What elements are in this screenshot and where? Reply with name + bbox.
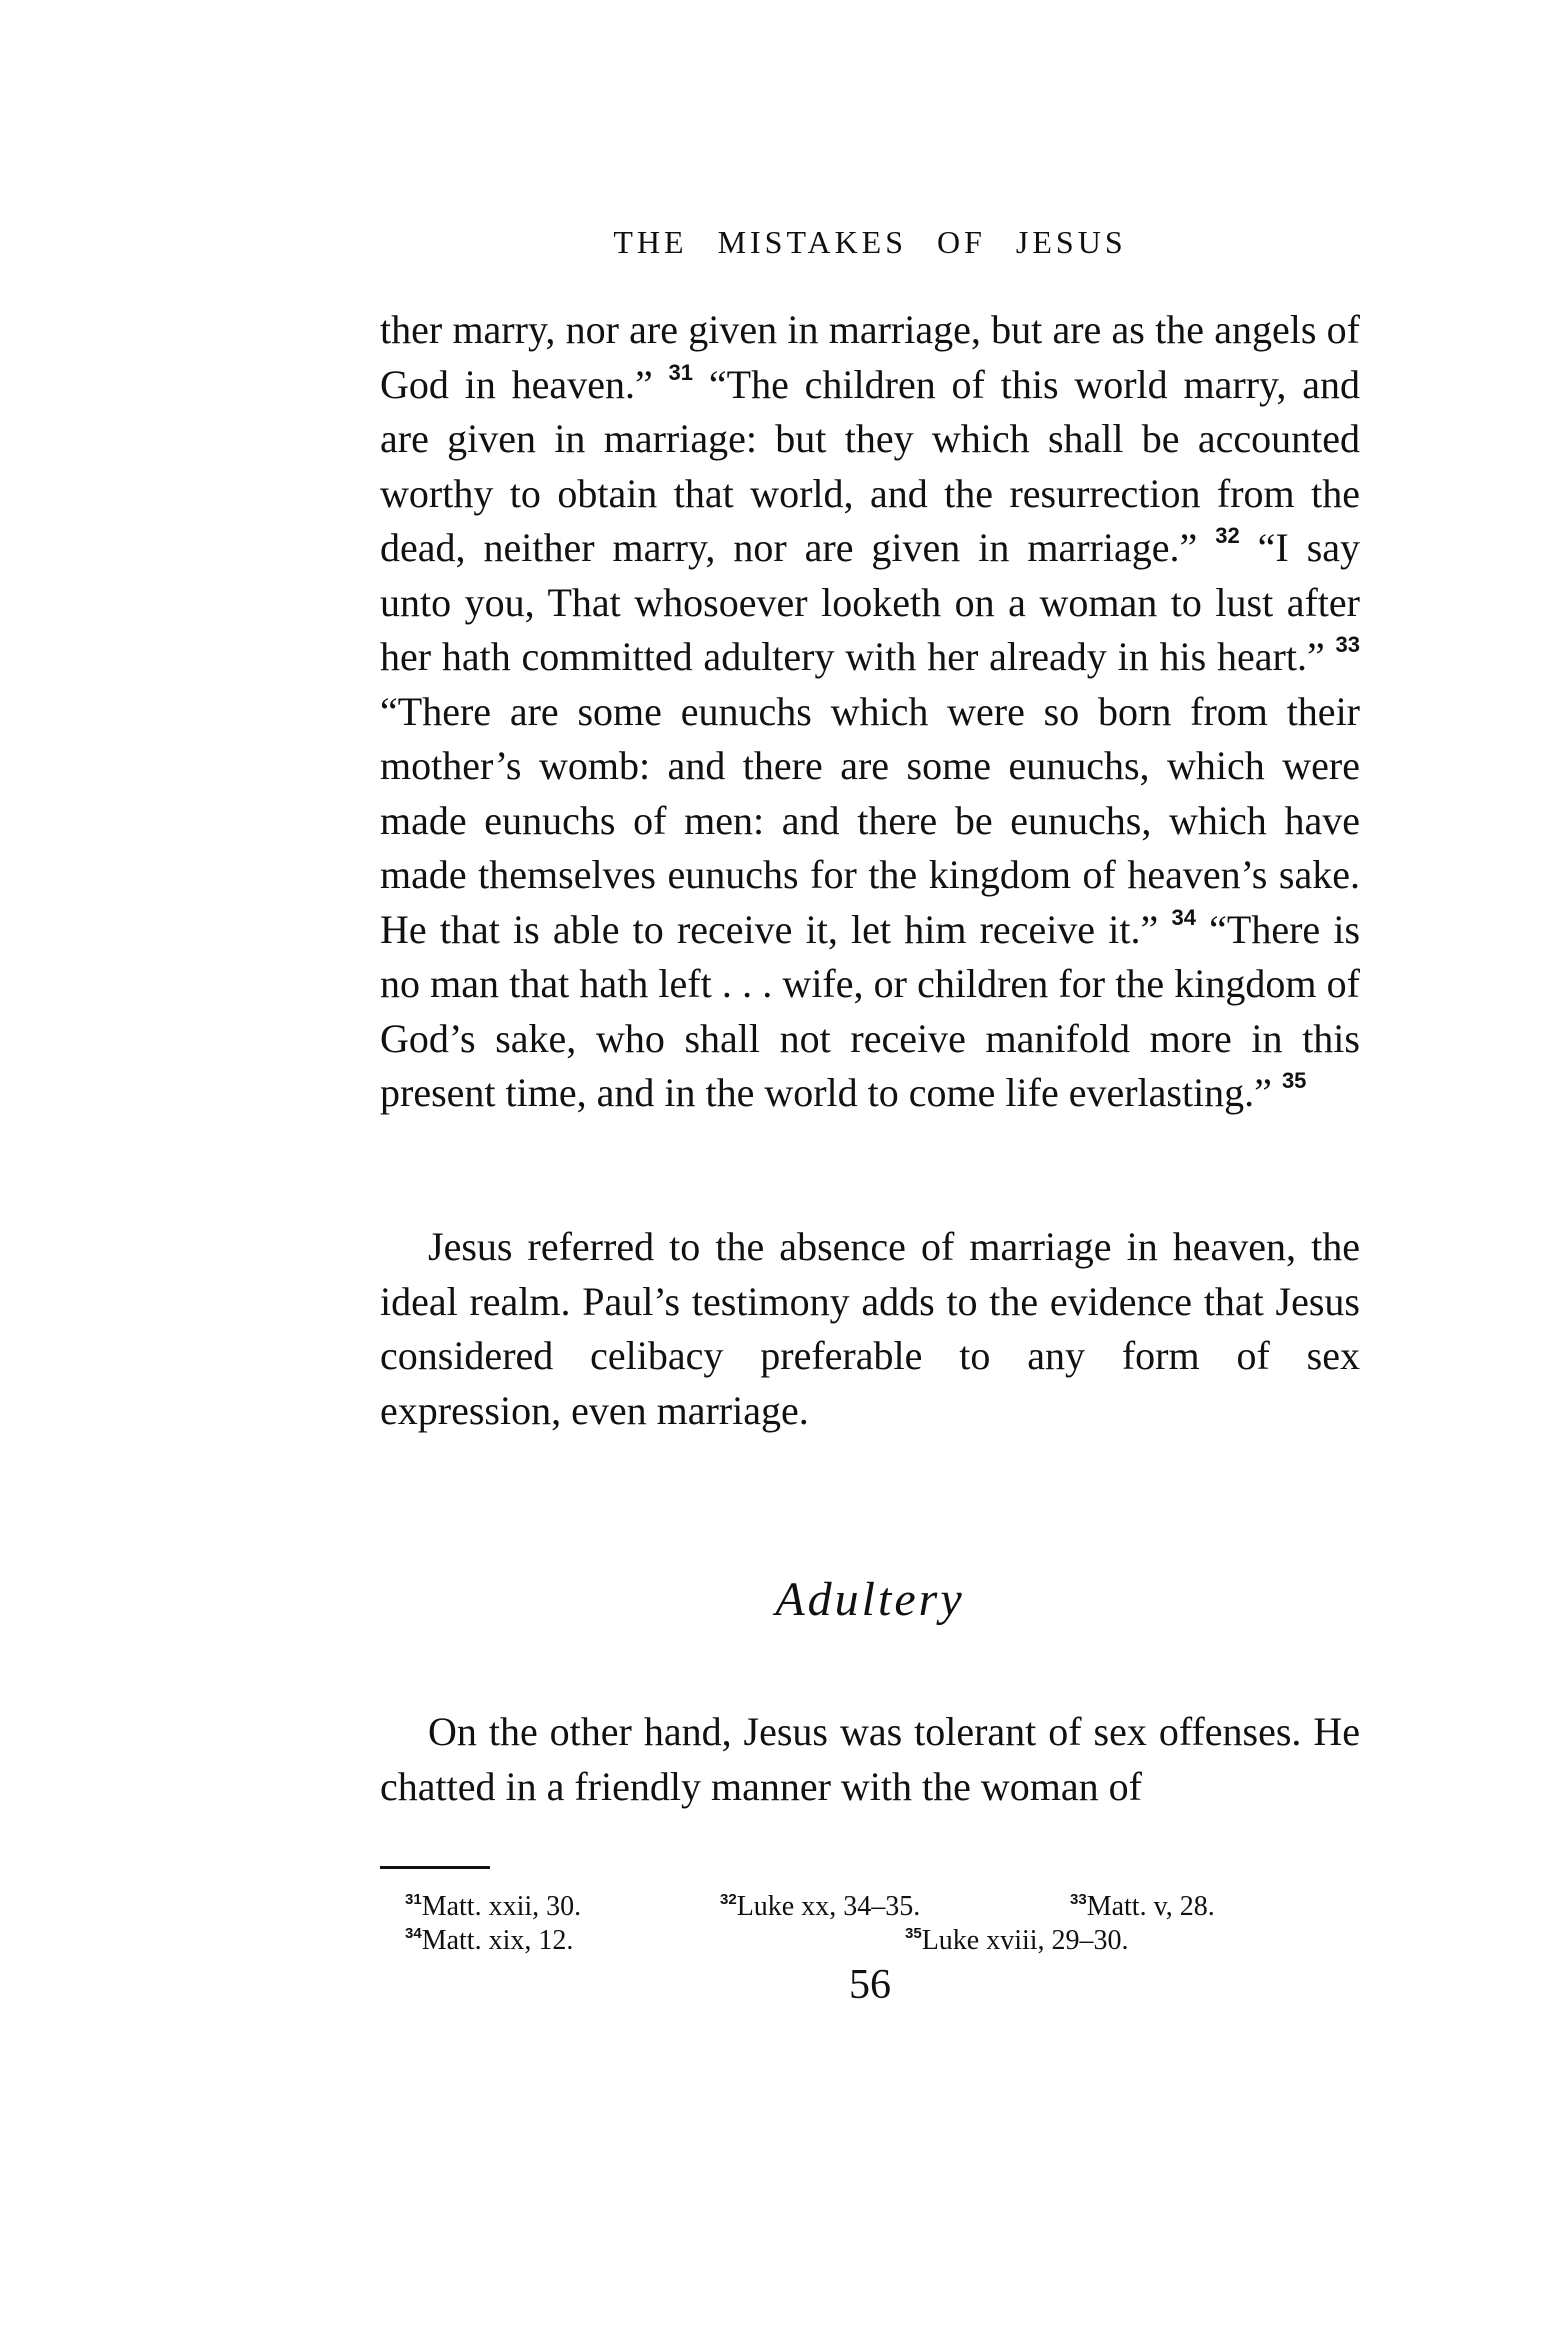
page-number: 56: [849, 1962, 891, 2008]
footnote-32: [720, 1890, 920, 1924]
section-title: Adultery: [775, 1573, 965, 1626]
footnote-number: 32: [720, 1891, 737, 1908]
footnote-ref-34: 34: [1171, 904, 1196, 930]
footnote-number: 33: [1070, 1891, 1087, 1908]
body-paragraph-quotes: [380, 303, 1360, 1121]
quote-text-5: “There is no man that hath left . . . wife, or children for the kingdom of God’s sake, who shall not receive manifold more in this present time, and in the world to come life everlasting.”: [380, 906, 1361, 1115]
footnote-text: Matt. xix, 12.: [421, 1925, 574, 1956]
footnote-ref-32: 32: [1215, 523, 1240, 548]
footnote-text: Luke xx, 34–35.: [736, 1891, 921, 1922]
footnote-number: 34: [405, 1925, 422, 1942]
footnote-number: 35: [905, 1925, 922, 1942]
footnote-ref-35: 35: [1281, 1068, 1307, 1093]
footnote-34: [405, 1924, 573, 1958]
body-paragraph-celibacy: [380, 1220, 1360, 1438]
body-paragraph-adultery: [380, 1705, 1360, 1814]
footnote-33: [1070, 1890, 1215, 1924]
paragraph-text: On the other hand, Jesus was tolerant of sex offenses. He chatted in a friendly manner with the woman of: [380, 1709, 1360, 1809]
paragraph-text: Jesus referred to the absence of marriage in heaven, the ideal realm. Paul’s testimony adds to the evidence that Jesus considered celibacy preferable to any form of sex expression, even marriage.: [380, 1224, 1360, 1433]
footnote-ref-33: 33: [1335, 632, 1360, 657]
footnote-text: Luke xviii, 29–30.: [921, 1925, 1129, 1956]
quote-text-3: “I say unto you, That whosoever looketh on a woman to lust after her hath committed adultery with her already in his heart.”: [380, 525, 1361, 679]
footnote-31: [405, 1890, 581, 1924]
footnote-35: [905, 1924, 1129, 1958]
footnote-divider: [380, 1866, 490, 1869]
footnote-text: Matt. xxii, 30.: [421, 1891, 582, 1922]
footnote-ref-31: 31: [668, 359, 694, 385]
footnote-number: 31: [405, 1891, 422, 1908]
running-head: THE MISTAKES OF JESUS: [613, 224, 1127, 260]
quote-text-1: ther marry, nor are given in marriage, but are as the angels of God in heaven.”: [380, 307, 1360, 407]
quote-text-2: “The children of this world marry, and are given in marriage: but they which shall be accounted worthy to obtain that world, and the resurrection from the dead, neither marry, nor are given in marriage.”: [380, 361, 1361, 570]
quote-text-4: “There are some eunuchs which were so born from their mother’s womb: and there are some eunuchs, which were made eunuchs of men: and there be eunuchs, which have made themselves eunuchs for the kingdom of heaven’s sake. He that is able to receive it, let him receive it.”: [380, 688, 1360, 952]
footnote-text: Matt. v, 28.: [1086, 1891, 1215, 1922]
